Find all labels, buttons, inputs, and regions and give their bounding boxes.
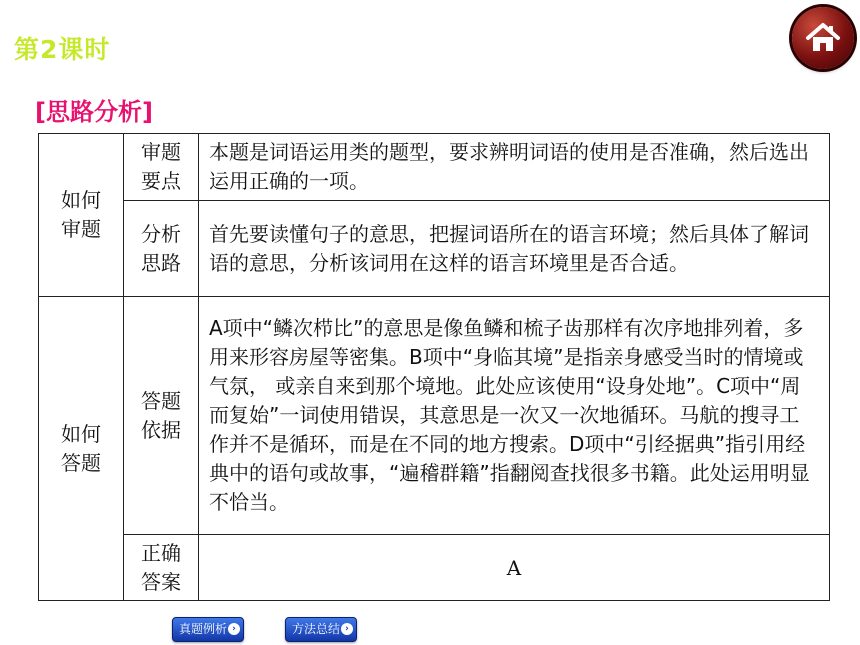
row-label-shenti-yaodian bbox=[124, 134, 199, 201]
row-label-line: 审题 bbox=[141, 140, 181, 164]
row-label-line: 正确 bbox=[141, 540, 181, 565]
row-content-dati-yiju: A项中“鳞次栉比”的意思是像鱼鳞和梳子齿那样有次序地排列着，多用来形容房屋等密集。B项中“身临其境”是指亲身感受当时的情境或气氛， 或亲自来到那个境地。此处应该使用“设身处地”。C项中“周而复始”一词使用错误，其意思是一次又一次地循环。马航的搜寻工作并不是循环，而是在不同的地方搜索。D项中“引经据典”指引用经典中的语句或故事，“遍稽群籍”指翻阅查找很多书籍。此处运用明显不恰当。 bbox=[199, 297, 830, 535]
analysis-table bbox=[38, 133, 830, 601]
group-label-line: 如何 bbox=[61, 188, 101, 212]
row-label-line: 要点 bbox=[141, 169, 181, 193]
row-label-fenxi-silu bbox=[124, 201, 199, 297]
lesson-title: 第2课时 bbox=[14, 35, 111, 64]
home-button[interactable] bbox=[792, 7, 854, 69]
row-label-dati-yiju bbox=[124, 297, 199, 535]
section-title: [思路分析] bbox=[35, 98, 153, 126]
method-summary-button[interactable] bbox=[285, 617, 357, 642]
row-label-line: 答案 bbox=[141, 569, 181, 594]
row-label-line: 分析 bbox=[141, 221, 181, 246]
correct-answer: A bbox=[199, 535, 830, 601]
group-label-shenti bbox=[39, 134, 124, 297]
group-label-line: 审题 bbox=[61, 217, 101, 241]
table-row bbox=[39, 535, 830, 601]
row-content-fenxi-silu: 首先要读懂句子的意思，把握词语所在的语言环境；然后具体了解词语的意思，分析该词用在这样的语言环境里是否合适。 bbox=[199, 201, 830, 297]
row-label-line: 依据 bbox=[141, 417, 181, 442]
nav-button-label: 真题例析 bbox=[179, 622, 228, 636]
row-label-line: 思路 bbox=[141, 250, 181, 275]
home-icon bbox=[805, 20, 841, 56]
group-label-line: 如何 bbox=[61, 421, 101, 446]
table-row bbox=[39, 297, 830, 535]
table-row bbox=[39, 134, 830, 201]
chevron-right-icon: › bbox=[341, 623, 353, 635]
row-label-line: 答题 bbox=[141, 388, 181, 413]
group-label-dati bbox=[39, 297, 124, 601]
real-exam-examples-button[interactable] bbox=[172, 617, 244, 642]
group-label-line: 答题 bbox=[61, 450, 101, 475]
row-label-zhengque-daan bbox=[124, 535, 199, 601]
row-content-shenti-yaodian: 本题是词语运用类的题型，要求辨明词语的使用是否准确，然后选出运用正确的一项。 bbox=[199, 134, 830, 201]
table-row bbox=[39, 201, 830, 297]
nav-button-label: 方法总结 bbox=[292, 622, 341, 636]
chevron-right-icon: › bbox=[228, 623, 240, 635]
